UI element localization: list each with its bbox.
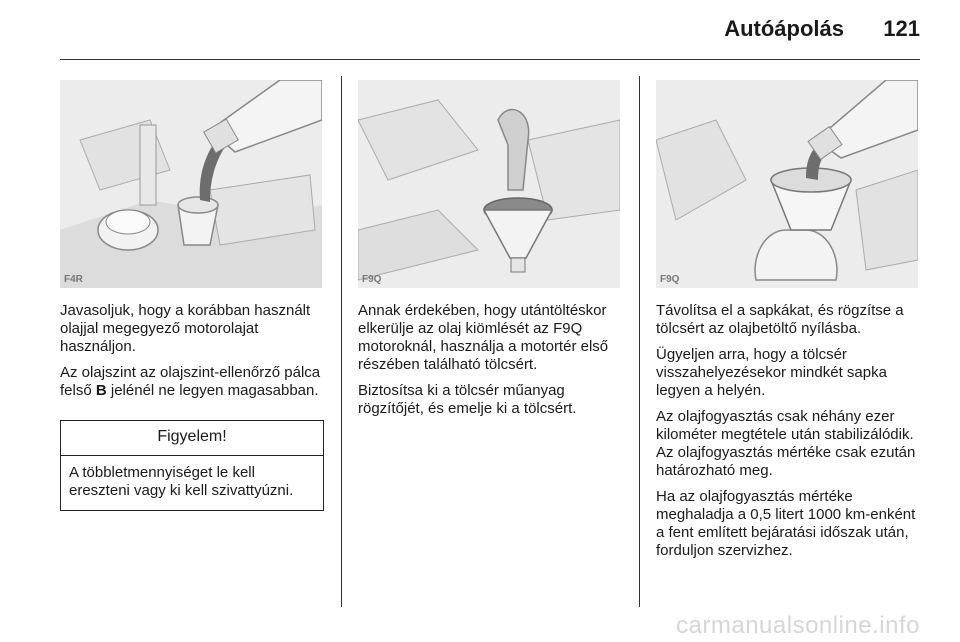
page-number: 121 xyxy=(883,16,920,41)
illustration-funnel-pouring xyxy=(656,80,918,288)
paragraph: Az olajfogyasztás csak néhány ezer kilométer megtétele után stabilizálódik. Az olajfogyasztás mértéke csak ezután határozható meg. xyxy=(656,408,916,479)
paragraph: Ha az olajfogyasztás mértéke meghaladja a 0,5 litert 1000 km-enként a fent említett bejáratási időszak után, forduljon szervizhez. xyxy=(656,488,916,559)
engine-oil-pour-drawing xyxy=(60,80,322,288)
figure-code: F4R xyxy=(64,274,83,285)
paragraph: Ügyeljen arra, hogy a tölcsér visszahelyezésekor mindkét sapka legyen a helyén. xyxy=(656,346,887,399)
paragraph-part: jelénél ne legyen magasabban. xyxy=(110,382,319,399)
illustration-oil-filling xyxy=(60,80,322,288)
funnel-pour-drawing xyxy=(656,80,918,288)
illustration-funnel-location xyxy=(358,80,620,288)
header-rule xyxy=(60,59,920,60)
figure-code: F9Q xyxy=(660,274,680,285)
watermark: carmanualsonline.info xyxy=(676,612,920,639)
column-divider xyxy=(341,76,342,607)
engine-funnel-drawing xyxy=(358,80,620,288)
paragraph: Biztosítsa ki a tölcsér műanyag rögzítőjét, és emelje ki a tölcsért. xyxy=(358,382,577,417)
paragraph-part: Az olajszint az olajszint-ellenőrző pálca felső xyxy=(60,364,321,399)
column3-text xyxy=(656,302,924,568)
column1-text xyxy=(60,302,328,408)
warning-box xyxy=(60,420,324,511)
paragraph xyxy=(60,364,328,400)
warning-body: A többletmennyiséget le kell ereszteni vagy ki kell szivattyúzni. xyxy=(69,464,294,499)
page-header xyxy=(0,0,960,60)
mark-label: B xyxy=(95,382,107,399)
warning-title: Figyelem! xyxy=(61,421,323,456)
paragraph: Távolítsa el a sapkákat, és rögzítse a tölcsért az olajbetöltő nyílásba. xyxy=(656,302,904,337)
paragraph: Annak érdekében, hogy utántöltéskor elkerülje az olaj kiömlését az F9Q motoroknál, használja a motortér első részében található tölcsért. xyxy=(358,302,609,373)
column2-text xyxy=(358,302,626,426)
figure-code: F9Q xyxy=(362,274,382,285)
paragraph: Javasoljuk, hogy a korábban használt olajjal megegyező motorolajat használjon. xyxy=(60,302,311,355)
section-title: Autóápolás xyxy=(724,16,844,41)
column-divider xyxy=(639,76,640,607)
